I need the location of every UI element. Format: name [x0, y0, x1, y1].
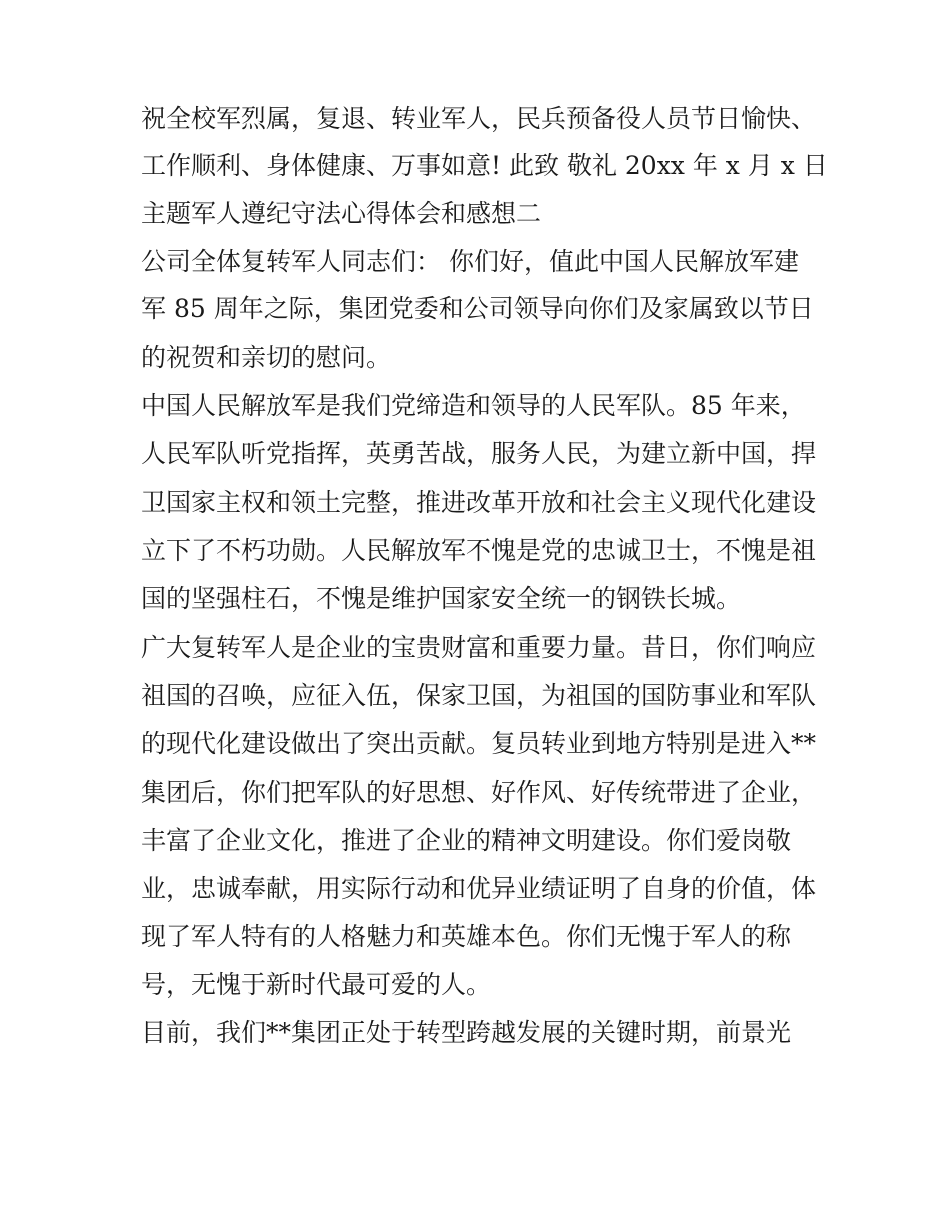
text-line: 业，忠诚奉献，用实际行动和优异业绩证明了自身的价值，体 [141, 874, 817, 903]
text-line: 工作顺利、身体健康、万事如意! 此致 敬礼 20xx 年 x 月 x 日 [141, 151, 828, 180]
text-line: 祖国的召唤，应征入伍，保家卫国，为祖国的国防事业和军队 [141, 681, 817, 710]
text-line: 集团后，你们把军队的好思想、好作风、好传统带进了企业， [141, 778, 817, 807]
text-line: 祝全校军烈属，复退、转业军人，民兵预备役人员节日愉快、 [141, 104, 817, 133]
text-line: 公司全体复转军人同志们： 你们好，值此中国人民解放军建 [141, 247, 799, 276]
text-line: 卫国家主权和领土完整，推进改革开放和社会主义现代化建设 [141, 488, 817, 517]
text-line: 军 85 周年之际，集团党委和公司领导向你们及家属致以节日 [141, 294, 814, 323]
text-line: 中国人民解放军是我们党缔造和领导的人民军队。85 年来， [141, 391, 806, 420]
text-line: 人民军队听党指挥，英勇苦战，服务人民，为建立新中国，捍 [141, 439, 817, 468]
text-line: 现了军人特有的人格魅力和英雄本色。你们无愧于军人的称 [141, 922, 792, 951]
text-line: 丰富了企业文化，推进了企业的精神文明建设。你们爱岗敬 [141, 826, 792, 855]
text-line: 主题军人遵纪守法心得体会和感想二 [141, 199, 542, 228]
text-line: 目前，我们**集团正处于转型跨越发展的关键时期，前景光 [141, 1018, 792, 1047]
text-line: 号，无愧于新时代最可爱的人。 [141, 970, 492, 999]
text-line: 的祝贺和亲切的慰问。 [141, 343, 392, 372]
text-line: 立下了不朽功勋。人民解放军不愧是党的忠诚卫士，不愧是祖 [141, 536, 817, 565]
text-line: 广大复转军人是企业的宝贵财富和重要力量。昔日，你们响应 [141, 633, 817, 662]
text-line: 国的坚强柱石，不愧是维护国家安全统一的钢铁长城。 [141, 584, 742, 613]
text-line: 的现代化建设做出了突出贡献。复员转业到地方特别是进入** [141, 729, 817, 758]
